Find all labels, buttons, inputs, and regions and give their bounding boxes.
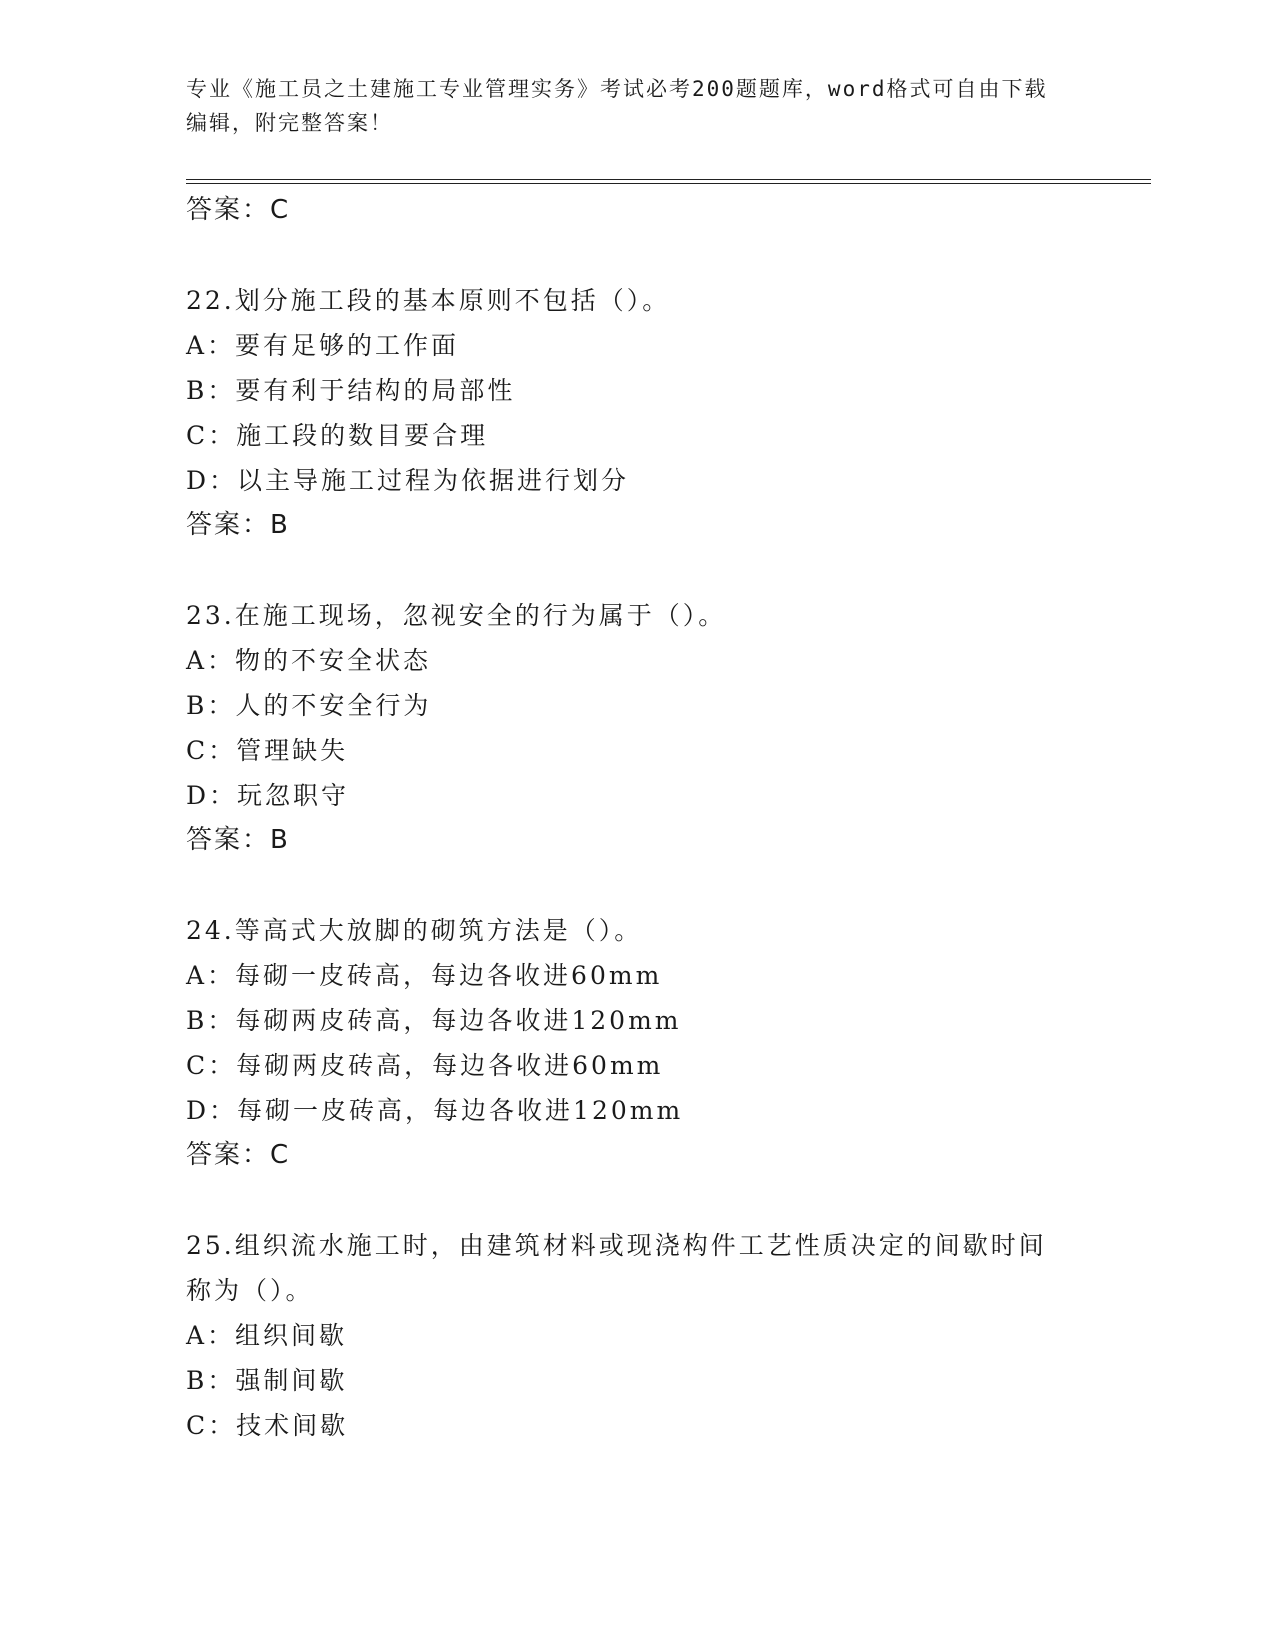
header-rule-top [186,179,1151,180]
answer-line: 答案：B [186,510,290,540]
question-list [186,188,1086,1448]
header-rule-bottom [186,183,1151,184]
answer-line: 答案：C [186,1140,291,1170]
option-d: D：玩忽职守 [186,781,350,810]
option-b: B：要有利于结构的局部性 [186,376,516,405]
option-c: C：每砌两皮砖高，每边各收进60mm [186,1051,664,1080]
option-c: C：技术间歇 [186,1411,349,1440]
question-block [186,1223,1086,1448]
question-stem: 22.划分施工段的基本原则不包括（）。 [186,286,671,315]
document-intro: 专业《施工员之土建施工专业管理实务》考试必考200题题库，word格式可自由下载编辑，附完整答案！ [186,77,1048,135]
option-c: C：管理缺失 [186,736,349,765]
question-block [186,593,1086,863]
option-a: A：物的不安全状态 [186,646,432,675]
question-stem: 25.组织流水施工时，由建筑材料或现浇构件工艺性质决定的间歇时间称为（）。 [186,1231,1047,1305]
answer-line: 答案：C [186,195,291,225]
option-a: A：组织间歇 [186,1321,348,1350]
answer-line: 答案：B [186,825,290,855]
question-stem: 24.等高式大放脚的砌筑方法是（）。 [186,916,643,945]
question-block [186,908,1086,1178]
option-b: B：每砌两皮砖高，每边各收进120mm [186,1006,682,1035]
option-b: B：人的不安全行为 [186,691,432,720]
option-c: C：施工段的数目要合理 [186,421,489,450]
option-a: A：每砌一皮砖高，每边各收进60mm [186,961,663,990]
option-b: B：强制间歇 [186,1366,348,1395]
question-stem: 23.在施工现场，忽视安全的行为属于（）。 [186,601,727,630]
option-a: A：要有足够的工作面 [186,331,460,360]
question-block [186,278,1086,548]
option-d: D：每砌一皮砖高，每边各收进120mm [186,1096,684,1125]
option-d: D：以主导施工过程为依据进行划分 [186,466,630,495]
